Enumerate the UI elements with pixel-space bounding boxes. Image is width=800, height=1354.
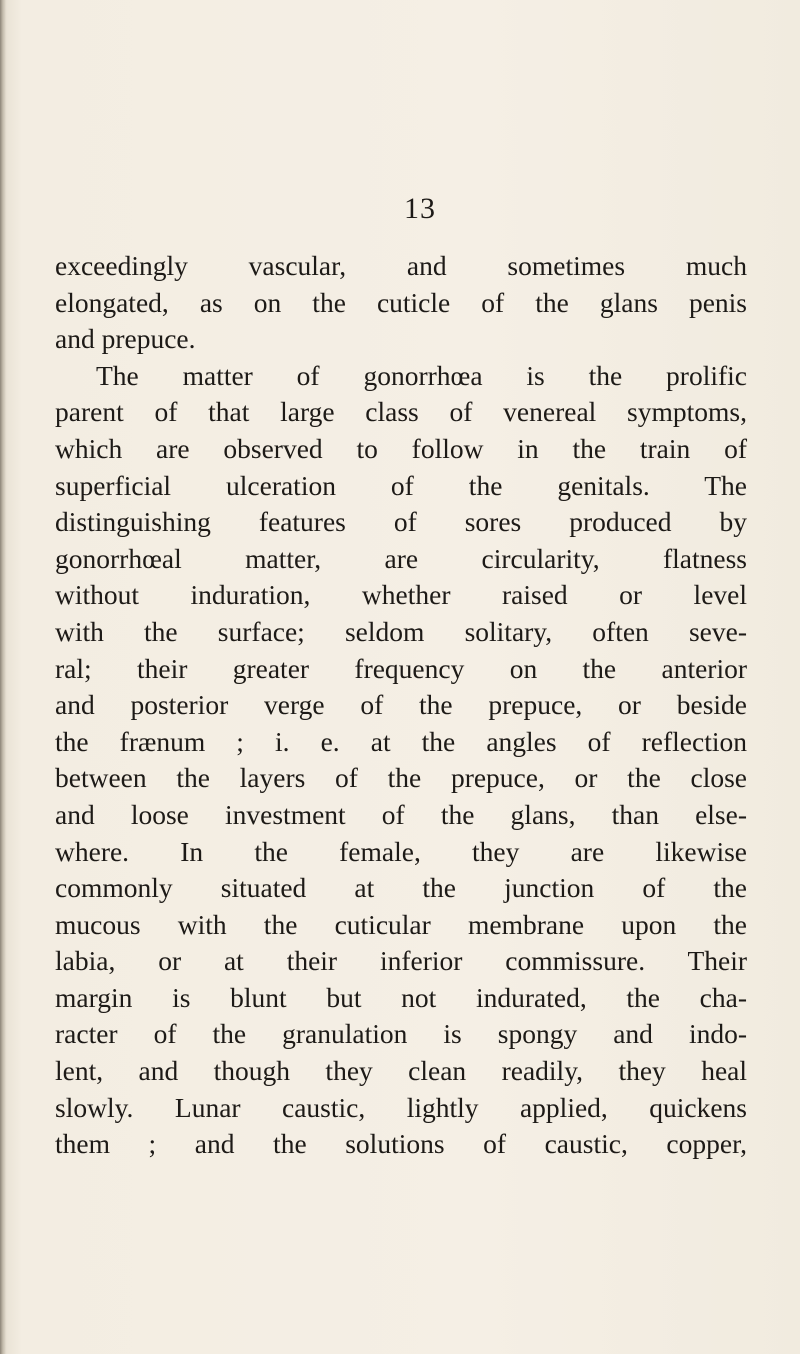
text-line: parent of that large class of venereal symptoms, [55,396,747,428]
text-line: and prepuce. [55,323,196,355]
text-line: them ; and the solutions of caustic, copper, [55,1128,747,1160]
body-text [55,248,747,1163]
text-line: which are observed to follow in the train of [55,432,747,464]
text-line: distinguishing features of sores produced by [55,506,747,538]
text-line: slowly. Lunar caustic, lightly applied, quickens [55,1091,747,1123]
text-line: mucous with the cuticular membrane upon the [55,908,747,940]
page-number: 13 [404,192,436,225]
text-line: with the surface; seldom solitary, often seve- [55,615,747,647]
text-line: without induration, whether raised or level [55,579,747,611]
text-line: ral; their greater frequency on the anterior [55,652,747,684]
text-line: where. In the female, they are likewise [55,835,747,867]
text-line: commonly situated at the junction of the [55,872,747,904]
text-line: elongated, as on the cuticle of the glans penis [55,286,747,318]
text-line: margin is blunt but not indurated, the cha- [55,981,747,1013]
text-line: between the layers of the prepuce, or the close [55,762,747,794]
text-line: and posterior verge of the prepuce, or beside [55,689,747,721]
text-line: exceedingly vascular, and sometimes much [55,250,747,281]
text-line: The matter of gonorrhœa is the prolific [96,359,747,391]
text-line: gonorrhœal matter, are circularity, flatness [55,542,747,574]
text-line: racter of the granulation is spongy and indo- [55,1018,747,1050]
text-line: and loose investment of the glans, than else- [55,798,747,830]
text-line: superficial ulceration of the genitals. The [55,469,747,501]
text-line: the frænum ; i. e. at the angles of reflection [55,725,747,757]
text-line: labia, or at their inferior commissure. Their [55,945,747,977]
text-line: lent, and though they clean readily, they heal [55,1055,747,1087]
